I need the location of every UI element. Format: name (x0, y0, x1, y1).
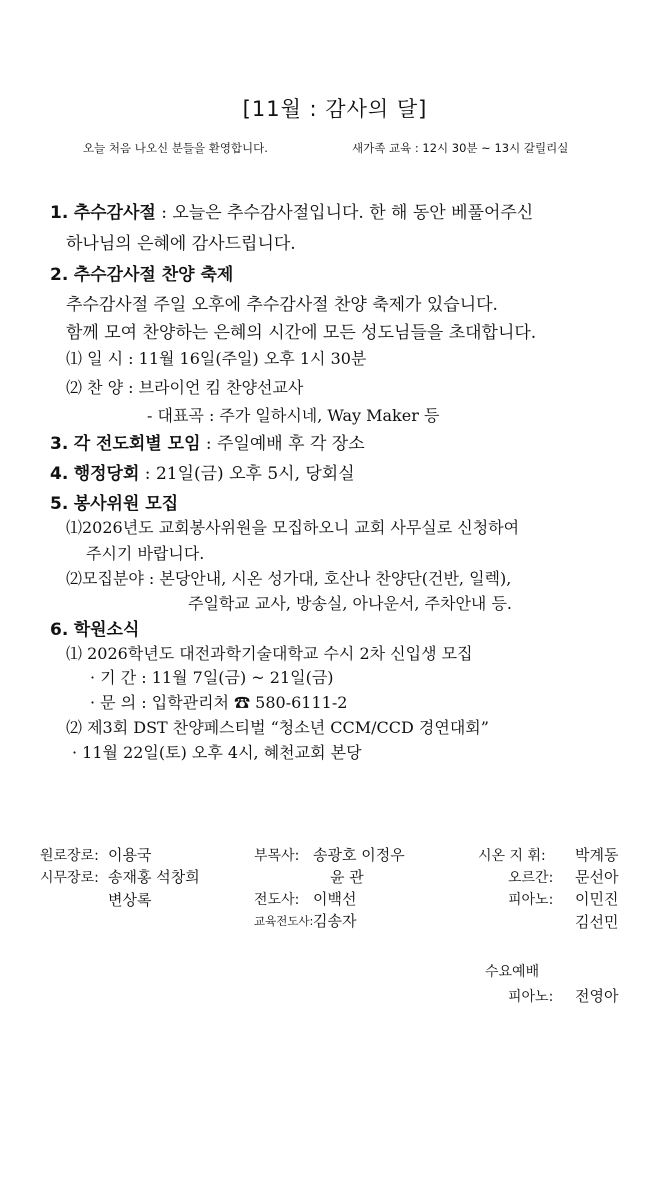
notice-6-sub-4: ⑵ 제3회 DST 찬양페스티벌 “청소년 CCM/CCD 경연대회” (66, 718, 489, 737)
notice-6 (50, 615, 139, 640)
notice-5 (50, 489, 178, 514)
notice-text: : 오늘은 추수감사절입니다. 한 해 동안 베풀어주신 (155, 203, 534, 223)
notice-2-sub-3: - 대표곡 : 주가 일하시네, Way Maker 등 (147, 406, 440, 425)
notice-2-paragraph-1: 추수감사절 주일 오후에 추수감사절 찬양 축제가 있습니다. (66, 295, 498, 315)
notice-3 (50, 429, 365, 454)
notice-1-cont: 하나님의 은혜에 감사드립니다. (66, 234, 296, 254)
notice-6-sub-1: ⑴ 2026학년도 대전과학기술대학교 수시 2차 신입생 모집 (66, 644, 473, 663)
staff-role: 전도사: (254, 892, 300, 908)
notice-6-sub-3: · 문 의 : 입학관리처 ☎ 580-6111-2 (90, 693, 348, 712)
notice-title: 추수감사절 찬양 축제 (73, 265, 234, 285)
staff-names: 송광호 이정우 (313, 846, 405, 864)
notice-5-sub-1: ⑴2026년도 교회봉사위원을 모집하오니 교회 사무실로 신청하여 (66, 518, 520, 537)
notice-title: 추수감사절 (73, 203, 156, 223)
notice-number: 3. (50, 434, 69, 454)
notice-2-sub-2: ⑵ 찬 양 : 브라이언 킴 찬양선교사 (66, 378, 304, 397)
wednesday-service-title: 수요예배 (485, 964, 540, 980)
notice-number: 4. (50, 464, 69, 484)
notice-text: : 21일(금) 오후 5시, 당회실 (139, 464, 355, 484)
notice-title: 봉사위원 모집 (73, 494, 179, 514)
notice-number: 6. (50, 620, 69, 640)
notice-5-sub-1-cont: 주시기 바랍니다. (86, 544, 205, 563)
staff-names: 이용국 (108, 846, 152, 864)
notice-4 (50, 459, 355, 484)
staff-names: 문선아 (575, 868, 619, 886)
notice-5-sub-2-cont: 주일학교 교사, 방송실, 아나운서, 주차안내 등. (188, 594, 512, 613)
staff-role: 교육전도사: (254, 914, 314, 928)
staff-role: 시무장로: (40, 870, 99, 886)
staff-role: 원로장로: (40, 848, 99, 864)
staff-names: 이백선 (313, 890, 357, 908)
staff-names: 김송자 (313, 912, 357, 930)
staff-names: 변상록 (108, 891, 152, 909)
staff-role: 피아노: (508, 989, 554, 1005)
staff-role: 부목사: (254, 848, 300, 864)
welcome-text: 오늘 처음 나오신 분들을 환영합니다. (83, 141, 268, 155)
notice-2-sub-1: ⑴ 일 시 : 11월 16일(주일) 오후 1시 30분 (66, 349, 367, 368)
notice-6-sub-2: · 기 간 : 11월 7일(금) ~ 21일(금) (90, 668, 334, 687)
notice-number: 2. (50, 265, 69, 285)
new-family-education: 새가족 교육 : 12시 30분 ~ 13시 갈릴리실 (352, 141, 569, 155)
notice-2 (50, 260, 233, 285)
notice-number: 5. (50, 494, 69, 514)
staff-names: 이민진 (575, 890, 619, 908)
staff-role: 시온 지 휘: (478, 848, 546, 864)
notice-1 (50, 198, 533, 223)
staff-names: 윤 관 (330, 868, 364, 886)
staff-names: 김선민 (575, 913, 619, 931)
page-title: [11월 : 감사의 달] (242, 97, 428, 121)
notice-title: 학원소식 (73, 620, 140, 640)
notice-number: 1. (50, 203, 69, 223)
staff-role: 오르간: (508, 870, 554, 886)
staff-role: 피아노: (508, 892, 554, 908)
staff-names: 송재홍 석창희 (108, 868, 200, 886)
notice-6-sub-5: · 11월 22일(토) 오후 4시, 혜천교회 본당 (72, 743, 362, 762)
notice-5-sub-2: ⑵모집분야 : 본당안내, 시온 성가대, 호산나 찬양단(건반, 일렉), (66, 569, 512, 588)
notice-title: 각 전도회별 모임 (73, 434, 201, 454)
staff-names: 전영아 (575, 987, 619, 1005)
notice-2-paragraph-2: 함께 모여 찬양하는 은혜의 시간에 모든 성도님들을 초대합니다. (66, 323, 537, 343)
notice-text: : 주일예배 후 각 장소 (200, 434, 365, 454)
notice-title: 행정당회 (73, 464, 140, 484)
staff-names: 박계동 (575, 846, 619, 864)
